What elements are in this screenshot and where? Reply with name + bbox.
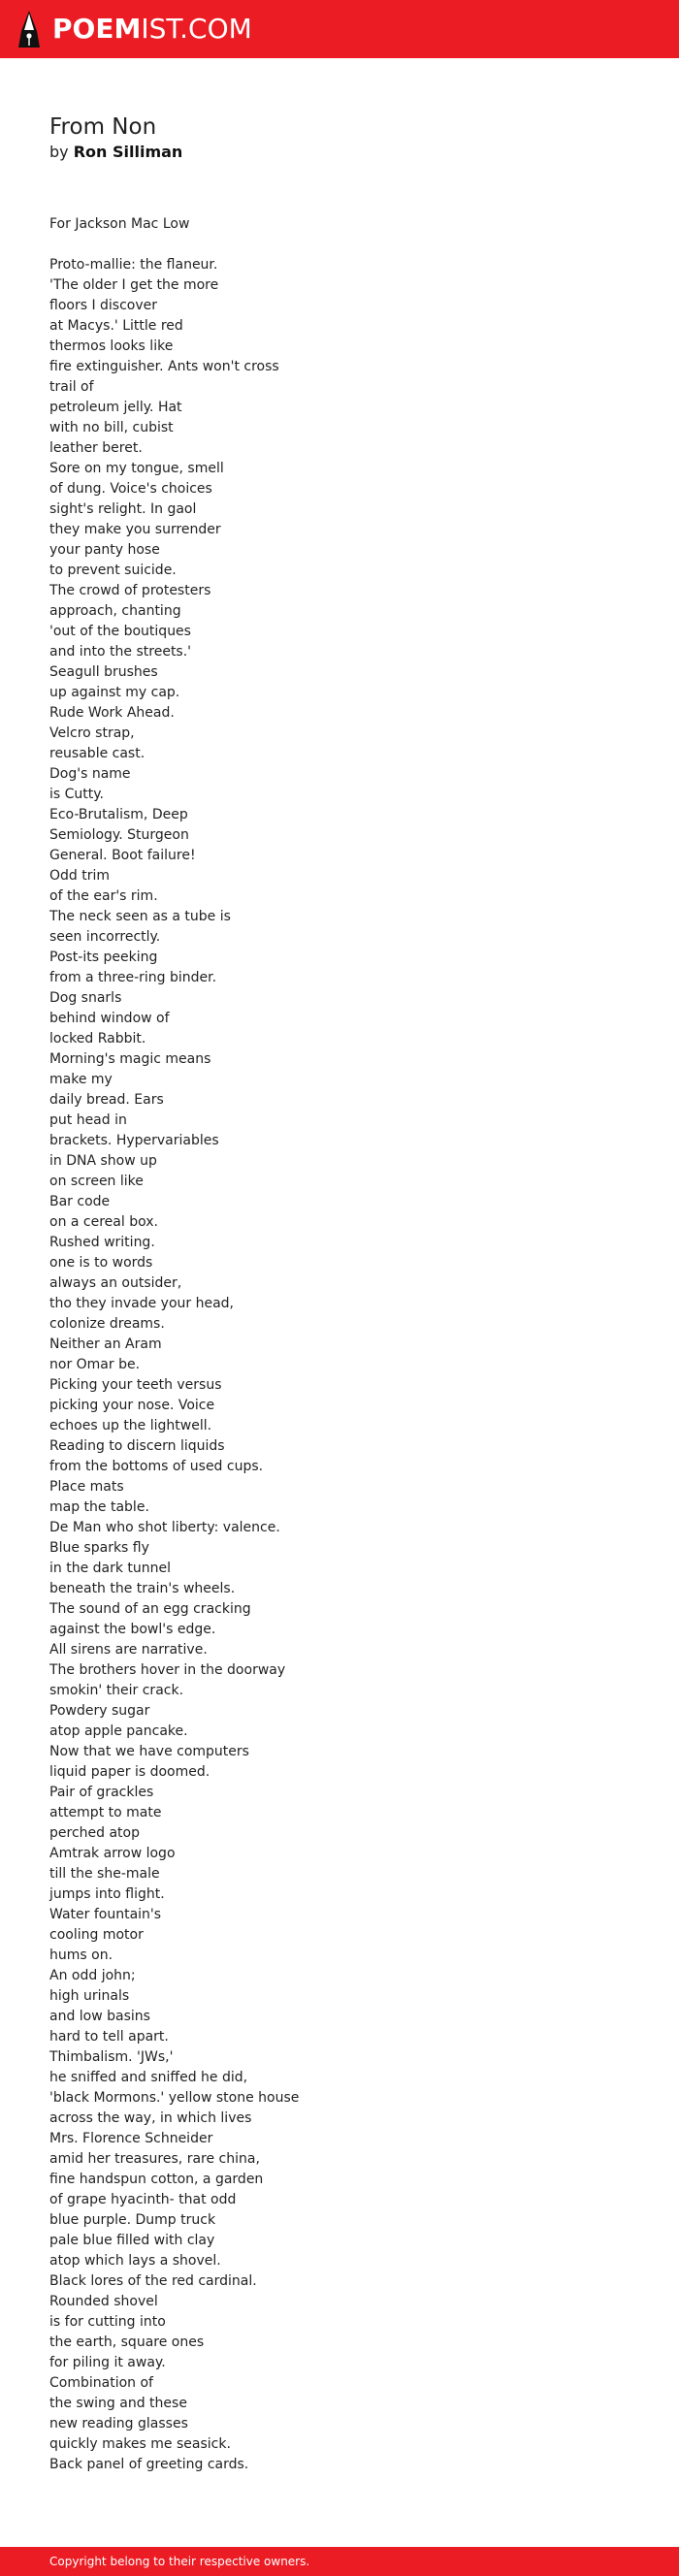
copyright-notice: Copyright belong to their respective owners. — [49, 2555, 310, 2568]
poem-line: the swing and these — [49, 2396, 187, 2411]
poem-line: Sore on my tongue, smell — [49, 461, 224, 476]
site-header — [0, 0, 679, 58]
poem-line: beneath the train's wheels. — [49, 1581, 236, 1596]
poem-line: of dung. Voice's choices — [49, 481, 212, 497]
poem-line: Pair of grackles — [49, 1785, 154, 1800]
by-label: by — [49, 143, 69, 161]
poem-line: one is to words — [49, 1255, 153, 1271]
poem-line: The brothers hover in the doorway — [49, 1662, 286, 1678]
poem-line: your panty hose — [49, 542, 160, 558]
poem-line: Now that we have computers — [49, 1744, 249, 1759]
poem-line: reusable cast. — [49, 746, 146, 761]
poem-line: All sirens are narrative. — [49, 1642, 208, 1658]
poem-line: till the she-male — [49, 1866, 160, 1882]
poem-line: of grape hyacinth- that odd — [49, 2192, 237, 2207]
poem-line: of the ear's rim. — [49, 888, 158, 904]
poem-line: on screen like — [49, 1174, 144, 1189]
poem-line: new reading glasses — [49, 2416, 188, 2431]
poem-line: is for cutting into — [49, 2314, 166, 2330]
poem-line: Back panel of greeting cards. — [49, 2457, 249, 2472]
poem-line: Rushed writing. — [49, 1235, 155, 1250]
poem-line: attempt to mate — [49, 1805, 162, 1820]
poem-line: put head in — [49, 1112, 127, 1128]
poem-line: atop which lays a shovel. — [49, 2253, 221, 2269]
poem-line: on a cereal box. — [49, 1214, 158, 1230]
poem-line: high urinals — [49, 1988, 130, 2004]
poem-title: From Non — [49, 114, 157, 140]
poem-line: Semiology. Sturgeon — [49, 827, 189, 843]
poem-line: The neck seen as a tube is — [49, 909, 231, 924]
poem-line: cooling motor — [49, 1927, 144, 1943]
poem-line: daily bread. Ears — [49, 1092, 164, 1108]
poem-line: Morning's magic means — [49, 1051, 211, 1067]
poem-line: brackets. Hypervariables — [49, 1133, 219, 1148]
poem-line: perched atop — [49, 1825, 140, 1841]
poem-line: Reading to discern liquids — [49, 1438, 225, 1454]
poem-line: and low basins — [49, 2009, 150, 2024]
poem-line: 'The older I get the more — [49, 277, 219, 293]
poem-line: with no bill, cubist — [49, 420, 174, 435]
poem-line: Black lores of the red cardinal. — [49, 2273, 257, 2289]
poem-line: The crowd of protesters — [49, 583, 211, 598]
poem-line: picking your nose. Voice — [49, 1398, 215, 1413]
poem-line: Seagull brushes — [49, 664, 158, 680]
poem-line: Proto-mallie: the flaneur. — [49, 257, 218, 273]
poem-byline — [49, 142, 631, 163]
poem-line: is Cutty. — [49, 787, 104, 802]
poem-line: Rounded shovel — [49, 2294, 158, 2309]
poem-lines — [49, 255, 631, 2475]
poem-line: at Macys.' Little red — [49, 318, 183, 334]
poem-line: for piling it away. — [49, 2355, 166, 2370]
poem-line: across the way, in which lives — [49, 2110, 252, 2126]
poem-line: trail of — [49, 379, 94, 395]
poem-line: thermos looks like — [49, 338, 174, 354]
poem-line: behind window of — [49, 1011, 170, 1026]
poem-line: The sound of an egg cracking — [49, 1601, 251, 1617]
poem-line: De Man who shot liberty: valence. — [49, 1520, 280, 1535]
poem-line: General. Boot failure! — [49, 848, 196, 863]
poem-line: colonize dreams. — [49, 1316, 165, 1332]
poem-line: Dog snarls — [49, 990, 122, 1006]
site-footer — [0, 2547, 679, 2576]
poem-line: Powdery sugar — [49, 1703, 150, 1719]
poem-line: liquid paper is doomed. — [49, 1764, 210, 1780]
author-link[interactable]: Ron Silliman — [73, 143, 183, 161]
poem-line: fine handspun cotton, a garden — [49, 2172, 264, 2187]
poem-line: Place mats — [49, 1479, 124, 1495]
poem-line: leather beret. — [49, 440, 143, 456]
poem-line: echoes up the lightwell. — [49, 1418, 212, 1433]
poem-line: fire extinguisher. Ants won't cross — [49, 359, 279, 374]
poem-line: Amtrak arrow logo — [49, 1846, 176, 1861]
poem-line: the earth, square ones — [49, 2334, 205, 2350]
poem-line: map the table. — [49, 1499, 149, 1515]
poem-line: hums on. — [49, 1948, 113, 1963]
site-logo-text — [52, 13, 252, 45]
poem-line: to prevent suicide. — [49, 563, 177, 578]
poem-line: Bar code — [49, 1194, 111, 1209]
poem-line: smokin' their crack. — [49, 1683, 184, 1698]
poem-line: up against my cap. — [49, 685, 180, 700]
poem-line: petroleum jelly. Hat — [49, 400, 182, 415]
logo-light-text: IST.COM — [141, 13, 252, 45]
poem-line: Dog's name — [49, 766, 131, 782]
poem-line: Combination of — [49, 2375, 153, 2391]
poem-line: Eco-Brutalism, Deep — [49, 807, 188, 822]
poem-line: 'out of the boutiques — [49, 624, 191, 639]
poem-line: they make you surrender — [49, 522, 221, 537]
poem-line: against the bowl's edge. — [49, 1622, 216, 1637]
poem-line: tho they invade your head, — [49, 1296, 234, 1311]
site-logo-link[interactable] — [17, 10, 252, 48]
poem-line: Neither an Aram — [49, 1336, 162, 1352]
poem-line: Thimbalism. 'JWs,' — [49, 2049, 174, 2065]
poem-line: Blue sparks fly — [49, 1540, 149, 1556]
poem-line: jumps into flight. — [49, 1886, 165, 1902]
poem-line: seen incorrectly. — [49, 929, 161, 945]
pen-nib-icon — [17, 10, 41, 48]
poem-line: floors I discover — [49, 298, 158, 313]
poem-line: 'black Mormons.' yellow stone house — [49, 2090, 300, 2106]
poem-line: Mrs. Florence Schneider — [49, 2131, 213, 2146]
poem-line: nor Omar be. — [49, 1357, 141, 1372]
poem-line: atop apple pancake. — [49, 1723, 188, 1739]
poem-line: from a three-ring binder. — [49, 970, 217, 985]
poem-line: he sniffed and sniffed he did, — [49, 2070, 248, 2085]
poem-line: in DNA show up — [49, 1153, 157, 1169]
poem-line: from the bottoms of used cups. — [49, 1459, 264, 1474]
poem-line: make my — [49, 1072, 113, 1087]
poem-line: Velcro strap, — [49, 725, 135, 741]
poem-line: Water fountain's — [49, 1907, 162, 1922]
poem-line: amid her treasures, rare china, — [49, 2151, 260, 2167]
poem-line: Odd trim — [49, 868, 111, 884]
poem-line: An odd john; — [49, 1968, 136, 1983]
poem-dedication: For Jackson Mac Low — [49, 216, 190, 232]
poem-line: sight's relight. In gaol — [49, 501, 197, 517]
poem-line: hard to tell apart. — [49, 2029, 169, 2045]
poem-line: always an outsider, — [49, 1275, 182, 1291]
poem-line: pale blue filled with clay — [49, 2233, 215, 2248]
poem-line: blue purple. Dump truck — [49, 2212, 216, 2228]
poem-line: Picking your teeth versus — [49, 1377, 222, 1393]
poem-line: quickly makes me seasick. — [49, 2436, 231, 2452]
poem-container — [49, 113, 631, 2475]
poem-line: approach, chanting — [49, 603, 181, 619]
poem-line: Rude Work Ahead. — [49, 705, 175, 721]
logo-bold-text: POEM — [52, 13, 142, 45]
poem-line: Post-its peeking — [49, 950, 158, 965]
poem-line: in the dark tunnel — [49, 1561, 172, 1576]
poem-line: and into the streets.' — [49, 644, 192, 660]
poem-line: locked Rabbit. — [49, 1031, 146, 1046]
